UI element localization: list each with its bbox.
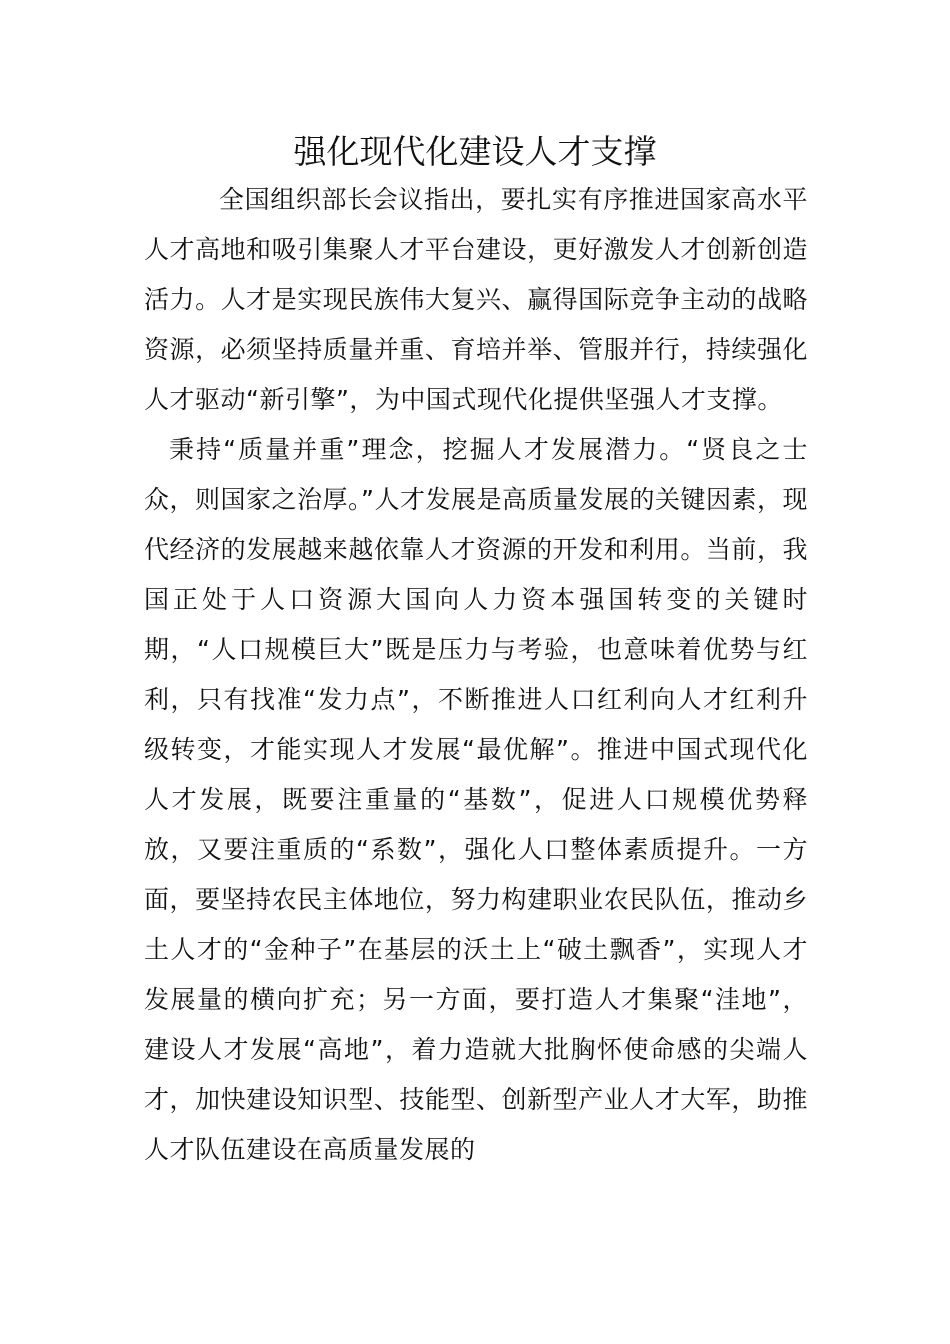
paragraph-quality-quantity: 秉持“质量并重”理念，挖掘人才发展潜力。“贤良之士众，则国家之治厚。”人才发展是高质量发展的关键因素，现代经济的发展越来越依靠人才资源的开发和利用。当前，我国正处于人口资源大国向人力资本强国转变的关键时期，“人口规模巨大”既是压力与考验，也意味着优势与红利，只有找准“发力点”，不断推进人口红利向人才红利升级转变，才能实现人才发展“最优解”。推进中国式现代化人才发展，既要注重量的“基数”，促进人口规模优势释放，又要注重质的“系数”，强化人口整体素质提升。一方面，要坚持农民主体地位，努力构建职业农民队伍，推动乡土人才的“金种子”在基层的沃土上“破土飘香”，实现人才发展量的横向扩充；另一方面，要打造人才集聚“洼地”，建设人才发展“高地”，着力造就大批胸怀使命感的尖端人才，加快建设知识型、技能型、创新型产业人才大军，助推人才队伍建设在高质量发展的 [144,435,808,1164]
paragraph-intro: 全国组织部长会议指出，要扎实有序推进国家高水平人才高地和吸引集聚人才平台建设，更好激发人才创新创造活力。人才是实现民族伟大复兴、赢得国际竞争主动的战略资源，必须坚持质量并重、育培并举、管服并行，持续强化人才驱动“新引擎”，为中国式现代化提供坚强人才支撑。 [144,185,808,414]
document-body [144,175,808,1175]
document-title: 强化现代化建设人才支撑 [293,132,657,171]
